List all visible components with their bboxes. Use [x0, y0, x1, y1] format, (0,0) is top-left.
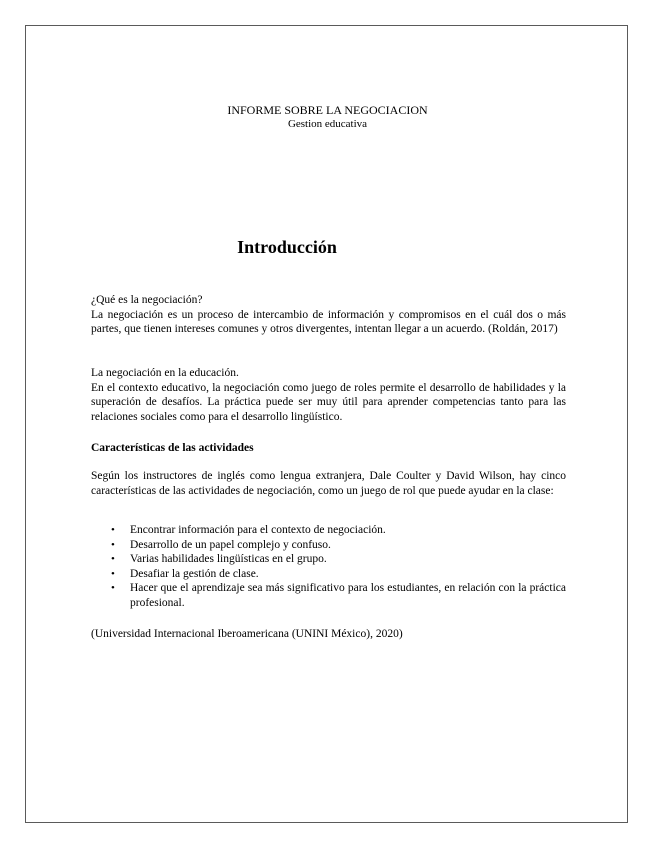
- question-heading: ¿Qué es la negociación?: [91, 294, 203, 306]
- bullet-icon: •: [111, 567, 115, 580]
- paragraph-what-is-negotiation: [91, 293, 566, 337]
- list-item-text: Desarrollo de un papel complejo y confuso.: [130, 538, 331, 551]
- features-intro-paragraph: Según los instructores de inglés como lengua extranjera, Dale Coulter y David Wilson, hay cinco características de las actividades de negociación, como un juego de rol que puede ayudar en la clase:: [91, 470, 566, 497]
- list-item-text: Varias habilidades lingüísticas en el grupo.: [130, 553, 327, 566]
- list-item-text: Desafiar la gestión de clase.: [130, 567, 259, 580]
- bullet-icon: •: [111, 524, 115, 536]
- list-item: [107, 567, 566, 582]
- paragraph-body: En el contexto educativo, la negociación como juego de roles permite el desarrollo de habilidades y la superación de desafíos. La práctica puede ser muy útil para aprender competencias tanto para las relaciones sociales como para el desarrollo lingüístico.: [91, 381, 566, 423]
- bullet-icon: •: [111, 553, 115, 566]
- citation: (Universidad Internacional Iberoamericana (UNINI México), 2020): [91, 628, 403, 640]
- document-page: [25, 25, 628, 823]
- features-list: [107, 523, 566, 611]
- list-item: [107, 538, 566, 553]
- section-heading-introduccion: Introducción: [237, 237, 337, 257]
- document-subtitle: Gestion educativa: [287, 118, 368, 130]
- list-item: [107, 552, 566, 567]
- bullet-icon: •: [111, 582, 115, 595]
- features-heading: Características de las actividades: [91, 442, 254, 454]
- paragraph-negotiation-in-education: [91, 366, 566, 424]
- list-item: [107, 581, 566, 610]
- paragraph-body: La negociación es un proceso de intercambio de información y compromisos en el cuál dos o más partes, que tienen intereses comunes y otros divergentes, intentan llegar a un acuerdo. (Roldán, 2017): [91, 308, 566, 336]
- bullet-icon: •: [111, 538, 115, 551]
- question-heading: La negociación en la educación.: [91, 367, 239, 379]
- list-item-text: Hacer que el aprendizaje sea más significativo para los estudiantes, en relación con la práctica profesional.: [130, 582, 566, 609]
- document-title: INFORME SOBRE LA NEGOCIACION: [227, 103, 428, 117]
- list-item: [107, 523, 566, 538]
- list-item-text: Encontrar información para el contexto de negociación.: [130, 524, 386, 536]
